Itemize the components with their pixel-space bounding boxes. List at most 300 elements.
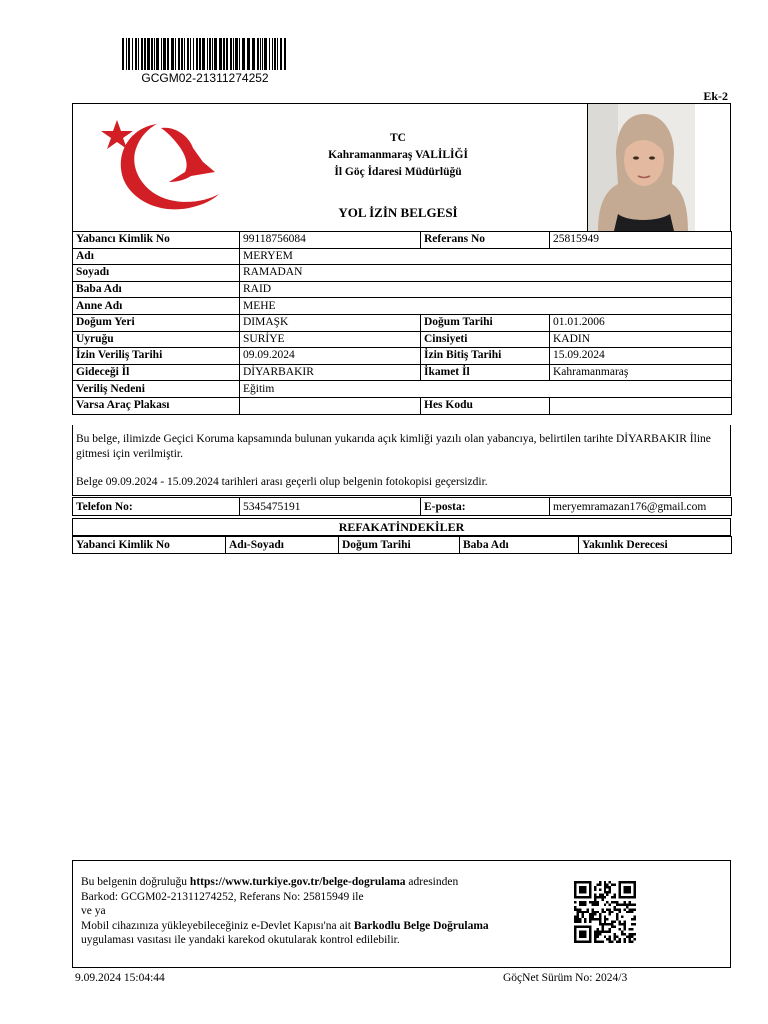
permit-description xyxy=(72,425,731,496)
qr-cell xyxy=(604,888,606,890)
qr-cell xyxy=(591,908,593,910)
qr-cell xyxy=(594,911,596,913)
qr-cell xyxy=(634,938,636,940)
qr-cell xyxy=(596,918,598,920)
table-row xyxy=(73,381,732,398)
qr-cell xyxy=(629,941,631,943)
table-row xyxy=(73,265,732,282)
qr-cell xyxy=(584,911,586,913)
qr-cell xyxy=(599,913,601,915)
barcode-bar xyxy=(277,38,278,70)
surname-value: RAMADAN xyxy=(240,265,732,282)
qr-cell xyxy=(604,923,606,925)
qr-cell xyxy=(621,923,623,925)
qr-cell xyxy=(609,888,611,890)
qr-cell xyxy=(634,933,636,935)
qr-cell xyxy=(599,941,601,943)
qr-cell xyxy=(594,941,596,943)
qr-cell xyxy=(601,923,603,925)
version-number: GöçNet Sürüm No: 2024/3 xyxy=(503,972,628,984)
phone-value: 5345475191 xyxy=(240,498,421,516)
qr-cell xyxy=(581,916,583,918)
qr-cell xyxy=(594,893,596,895)
qr-cell xyxy=(599,896,601,898)
mother-name-value: MEHE xyxy=(240,298,732,315)
qr-cell xyxy=(589,901,591,903)
qr-cell xyxy=(614,921,616,923)
qr-cell xyxy=(634,881,636,898)
qr-cell xyxy=(591,903,593,905)
qr-cell xyxy=(614,901,616,903)
qr-cell xyxy=(606,908,608,910)
qr-cell xyxy=(614,908,616,910)
vehicle-plate-value xyxy=(240,397,421,414)
table-row xyxy=(73,314,732,331)
qr-cell xyxy=(619,928,621,930)
barcode-bar xyxy=(214,38,217,70)
barcode-bar xyxy=(196,38,198,70)
portrait-image xyxy=(588,104,695,231)
qr-cell xyxy=(574,916,576,918)
qr-cell xyxy=(624,938,626,940)
barcode-bar xyxy=(284,38,286,70)
qr-cell xyxy=(616,916,618,918)
residence-label: İkamet İl xyxy=(421,364,550,381)
qr-cell xyxy=(601,931,603,933)
verification-line: uygulaması vasıtası ile yandaki karekod okutularak kontrol edilebilir. xyxy=(81,934,400,946)
qr-cell xyxy=(609,941,611,943)
qr-cell xyxy=(591,916,593,918)
barcode-bar xyxy=(247,38,250,70)
qr-code-icon xyxy=(572,881,638,943)
barcode-bar xyxy=(126,38,127,70)
qr-cell xyxy=(606,901,608,903)
qr-cell xyxy=(574,941,591,943)
companions-title: REFAKATİNDEKİLER xyxy=(72,518,731,536)
table-row xyxy=(73,248,732,265)
qr-cell xyxy=(631,918,633,920)
qr-cell xyxy=(599,933,601,935)
qr-cell xyxy=(591,911,593,913)
qr-cell xyxy=(599,931,601,933)
contact-table xyxy=(72,497,732,516)
qr-cell xyxy=(599,888,601,890)
qr-cell xyxy=(624,908,626,910)
qr-cell xyxy=(619,881,621,898)
qr-cell xyxy=(606,883,608,885)
qr-cell xyxy=(594,886,596,888)
qr-cell xyxy=(616,941,618,943)
barcode-bar xyxy=(226,38,228,70)
qr-cell xyxy=(621,916,623,918)
nationality-value: SURİYE xyxy=(240,331,421,348)
qr-cell xyxy=(616,936,618,938)
qr-cell xyxy=(581,903,583,905)
qr-cell xyxy=(614,936,616,938)
qr-cell xyxy=(631,928,633,930)
table-row xyxy=(73,298,732,315)
qr-cell xyxy=(604,911,606,913)
qr-cell xyxy=(614,893,616,895)
qr-cell xyxy=(604,921,606,923)
qr-cell xyxy=(631,911,633,913)
barcode-bar xyxy=(239,38,240,70)
annex-label: Ek-2 xyxy=(703,89,728,103)
verification-link[interactable]: https://www.turkiye.gov.tr/belge-dogrulama xyxy=(189,876,406,888)
qr-cell xyxy=(594,933,596,935)
qr-cell xyxy=(594,903,596,905)
qr-cell xyxy=(606,918,608,920)
qr-cell xyxy=(629,908,631,910)
barcode-bar xyxy=(274,38,276,70)
qr-cell xyxy=(624,921,626,923)
qr-cell xyxy=(601,898,603,900)
qr-cell xyxy=(579,903,581,905)
column-header: Doğum Tarihi xyxy=(339,537,460,554)
vehicle-plate-label: Varsa Araç Plakası xyxy=(73,397,240,414)
qr-cell xyxy=(596,936,598,938)
qr-cell xyxy=(601,911,603,913)
qr-cell xyxy=(631,903,633,905)
qr-cell xyxy=(609,903,611,905)
qr-cell xyxy=(601,928,603,930)
qr-cell xyxy=(576,913,578,915)
barcode-bar xyxy=(235,38,238,70)
verification-box xyxy=(72,860,731,968)
barcode-bar xyxy=(122,38,124,70)
barcode-bar xyxy=(202,38,205,70)
validity-paragraph: Belge 09.09.2024 - 15.09.2024 tarihleri arası geçerli olup belgenin fotokopisi geçersizdir. xyxy=(76,476,488,488)
description-paragraph: Bu belge, ilimizde Geçici Koruma kapsamında bulunan yukarıda açık kimliği yazılı olan yabancıya, belirtilen tarihte DİYARBAKIR İline gitmesi için verilmiştir. xyxy=(76,433,711,460)
qr-cell xyxy=(624,928,626,930)
qr-cell xyxy=(631,908,633,910)
barcode-bar xyxy=(132,38,133,70)
birthplace-value: DIMAŞK xyxy=(240,314,421,331)
qr-cell xyxy=(626,936,628,938)
qr-cell xyxy=(589,918,591,920)
barcode-bar xyxy=(141,38,143,70)
qr-cell xyxy=(604,936,606,938)
destination-label: Gideceği İl xyxy=(73,364,240,381)
qr-cell xyxy=(611,921,613,923)
qr-cell xyxy=(594,918,596,920)
qr-cell xyxy=(591,913,593,915)
qr-cell xyxy=(631,936,633,938)
qr-cell xyxy=(581,901,583,903)
verification-line xyxy=(81,875,561,890)
document-header xyxy=(72,103,731,231)
print-timestamp: 9.09.2024 15:04:44 xyxy=(75,972,165,984)
qr-cell xyxy=(604,916,606,918)
qr-cell xyxy=(611,926,613,928)
header-tc: TC xyxy=(390,132,406,144)
qr-cell xyxy=(604,931,606,933)
table-row xyxy=(73,232,732,249)
qr-cell xyxy=(601,893,603,895)
qr-cell xyxy=(574,921,576,923)
qr-cell xyxy=(629,928,631,930)
barcode-bar xyxy=(252,38,255,70)
qr-cell xyxy=(626,911,628,913)
issue-date-label: İzin Veriliş Tarihi xyxy=(73,348,240,365)
email-value: meryemramazan176@gmail.com xyxy=(550,498,732,516)
barcode-bar xyxy=(175,38,176,70)
document-title: YOL İZİN BELGESİ xyxy=(338,205,458,220)
qr-cell xyxy=(596,896,598,898)
qr-cell xyxy=(611,896,613,898)
table-row xyxy=(73,331,732,348)
qr-cell xyxy=(609,936,611,938)
qr-cell xyxy=(596,931,598,933)
qr-cell xyxy=(629,933,631,935)
hes-code-value xyxy=(550,397,732,414)
barcode-bar xyxy=(163,38,166,70)
father-name-value: RAID xyxy=(240,281,732,298)
table-row xyxy=(73,364,732,381)
qr-cell xyxy=(579,886,586,893)
barcode-bar xyxy=(144,38,146,70)
qr-cell xyxy=(596,941,598,943)
qr-cell xyxy=(634,903,636,905)
table-header-row xyxy=(73,537,732,554)
barcode-bar xyxy=(272,38,273,70)
qr-cell xyxy=(629,903,631,905)
foreign-id-value: 99118756084 xyxy=(240,232,421,249)
qr-cell xyxy=(624,926,626,928)
birthplace-label: Doğum Yeri xyxy=(73,314,240,331)
column-header: Baba Adı xyxy=(460,537,579,554)
header-directorate: İl Göç İdaresi Müdürlüğü xyxy=(334,166,462,178)
qr-cell xyxy=(594,888,596,890)
qr-cell xyxy=(599,883,601,885)
barcode-bar xyxy=(138,38,139,70)
qr-cell xyxy=(629,901,631,903)
qr-cell xyxy=(609,891,611,893)
qr-cell xyxy=(619,911,621,913)
qr-cell xyxy=(586,911,588,913)
qr-cell xyxy=(599,893,601,895)
email-label: E-posta: xyxy=(421,498,550,516)
verification-line xyxy=(81,919,561,934)
text-span: Bu belgenin doğruluğu xyxy=(81,876,190,888)
barcode-bar xyxy=(190,38,191,70)
qr-cell xyxy=(624,941,626,943)
authority-header xyxy=(273,130,523,181)
qr-cell xyxy=(624,923,626,925)
barcode-bar xyxy=(212,38,213,70)
mother-name-label: Anne Adı xyxy=(73,298,240,315)
qr-cell xyxy=(604,896,606,898)
verification-line: Barkod: GCGM02-21311274252, Referans No: 25815949 ile xyxy=(81,890,364,903)
qr-cell xyxy=(621,933,623,935)
qr-cell xyxy=(621,931,623,933)
end-date-value: 15.09.2024 xyxy=(550,348,732,365)
qr-cell xyxy=(589,926,591,943)
qr-cell xyxy=(574,918,576,920)
barcode-bar xyxy=(156,38,159,70)
qr-cell xyxy=(589,881,591,898)
qr-cell xyxy=(626,903,628,905)
qr-cell xyxy=(606,891,608,893)
barcode-bar xyxy=(260,38,261,70)
name-value: MERYEM xyxy=(240,248,732,265)
qr-cell xyxy=(631,933,633,935)
barcode-bar xyxy=(207,38,208,70)
qr-cell xyxy=(601,926,603,928)
qr-cell xyxy=(574,926,591,928)
qr-cell xyxy=(616,903,618,905)
table-row xyxy=(73,348,732,365)
qr-cell xyxy=(614,906,616,908)
reference-label: Referans No xyxy=(421,232,550,249)
qr-cell xyxy=(604,903,606,905)
barcode-number: GCGM02-21311274252 xyxy=(141,71,269,85)
qr-cell xyxy=(604,883,606,885)
qr-cell xyxy=(619,896,636,898)
qr-cell xyxy=(599,921,601,923)
qr-cell xyxy=(596,911,598,913)
qr-cell xyxy=(594,931,596,933)
barcode-bar xyxy=(167,38,169,70)
qr-cell xyxy=(631,923,633,925)
qr-cell xyxy=(574,896,591,898)
qr-cell xyxy=(601,941,603,943)
qr-cell xyxy=(611,911,613,913)
barcode-bar xyxy=(184,38,185,70)
qr-cell xyxy=(619,938,621,940)
qr-cell xyxy=(594,898,596,900)
barcode-bar xyxy=(233,38,234,70)
qr-cell xyxy=(589,921,591,923)
qr-cell xyxy=(579,931,586,938)
qr-cell xyxy=(584,903,586,905)
qr-cell xyxy=(616,918,618,920)
barcode-bar xyxy=(128,38,130,70)
qr-cell xyxy=(609,908,611,910)
qr-cell xyxy=(626,906,628,908)
qr-cell xyxy=(614,926,616,928)
table-row xyxy=(73,281,732,298)
qr-cell xyxy=(609,928,611,930)
qr-cell xyxy=(574,926,576,943)
qr-cell xyxy=(601,896,603,898)
qr-cell xyxy=(584,921,586,923)
end-date-label: İzin Bitiş Tarihi xyxy=(421,348,550,365)
residence-value: Kahramanmaraş xyxy=(550,364,732,381)
table-row xyxy=(73,397,732,414)
verification-line: ve ya xyxy=(81,905,106,917)
qr-cell xyxy=(579,911,581,913)
qr-cell xyxy=(579,921,581,923)
qr-cell xyxy=(614,896,616,898)
barcode-bar xyxy=(230,38,232,70)
qr-cell xyxy=(579,908,581,910)
qr-cell xyxy=(576,918,578,920)
qr-cell xyxy=(576,908,578,910)
barcode-bar xyxy=(199,38,201,70)
qr-cell xyxy=(586,908,588,910)
qr-cell xyxy=(614,883,616,885)
qr-cell xyxy=(619,923,621,925)
qr-cell xyxy=(624,901,626,903)
qr-cell xyxy=(629,936,631,938)
qr-cell xyxy=(591,901,593,903)
foreign-id-label: Yabancı Kimlik No xyxy=(73,232,240,249)
barcode-bar xyxy=(264,38,267,70)
barcode-bar xyxy=(223,38,225,70)
qr-cell xyxy=(629,911,631,913)
qr-cell xyxy=(609,911,611,913)
qr-cell xyxy=(601,908,603,910)
barcode-bar xyxy=(269,38,270,70)
qr-cell xyxy=(634,918,636,920)
barcode-bar xyxy=(151,38,153,70)
qr-cell xyxy=(574,901,576,903)
qr-cell xyxy=(609,881,611,883)
qr-cell xyxy=(614,933,616,935)
personal-info-table xyxy=(72,231,732,415)
qr-cell xyxy=(609,931,611,933)
text-span: Mobil cihazınıza yükleyebileceğiniz e-Devlet Kapısı'na ait xyxy=(81,919,354,932)
qr-cell xyxy=(614,938,616,940)
app-name: Barkodlu Belge Doğrulama xyxy=(353,919,489,932)
qr-cell xyxy=(619,903,621,905)
qr-cell xyxy=(619,921,621,923)
column-header: Adı-Soyadı xyxy=(226,537,339,554)
birthdate-value: 01.01.2006 xyxy=(550,314,732,331)
destination-value: DİYARBAKIR xyxy=(240,364,421,381)
qr-cell xyxy=(594,938,596,940)
qr-cell xyxy=(611,901,613,903)
qr-cell xyxy=(606,931,608,933)
reference-value: 25815949 xyxy=(550,232,732,249)
barcode-bar xyxy=(178,38,180,70)
barcode-bar xyxy=(187,38,189,70)
qr-cell xyxy=(621,903,623,905)
barcode-bar xyxy=(193,38,194,70)
qr-cell xyxy=(606,886,608,888)
qr-cell xyxy=(604,918,606,920)
qr-cell xyxy=(579,901,581,903)
qr-cell xyxy=(584,901,586,903)
qr-cell xyxy=(594,913,596,915)
barcode-bar xyxy=(262,38,263,70)
qr-cell xyxy=(599,881,601,883)
crescent-star-logo-icon xyxy=(99,116,219,216)
qr-cell xyxy=(609,938,611,940)
qr-cell xyxy=(611,883,613,885)
barcode-bar xyxy=(161,38,162,70)
qr-cell xyxy=(574,881,591,883)
barcode-bar xyxy=(181,38,183,70)
qr-cell xyxy=(596,928,598,930)
qr-cell xyxy=(581,913,583,915)
father-name-label: Baba Adı xyxy=(73,281,240,298)
qr-cell xyxy=(576,911,578,913)
reason-label: Veriliş Nedeni xyxy=(73,381,240,398)
qr-cell xyxy=(604,891,606,893)
barcode-bar xyxy=(219,38,222,70)
issue-date-value: 09.09.2024 xyxy=(240,348,421,365)
qr-cell xyxy=(594,896,596,898)
barcode-bar xyxy=(257,38,259,70)
qr-cell xyxy=(606,938,608,940)
qr-cell xyxy=(599,923,601,925)
phone-label: Telefon No: xyxy=(73,498,240,516)
gender-value: KADIN xyxy=(550,331,732,348)
qr-cell xyxy=(609,913,611,915)
qr-cell xyxy=(604,881,606,883)
